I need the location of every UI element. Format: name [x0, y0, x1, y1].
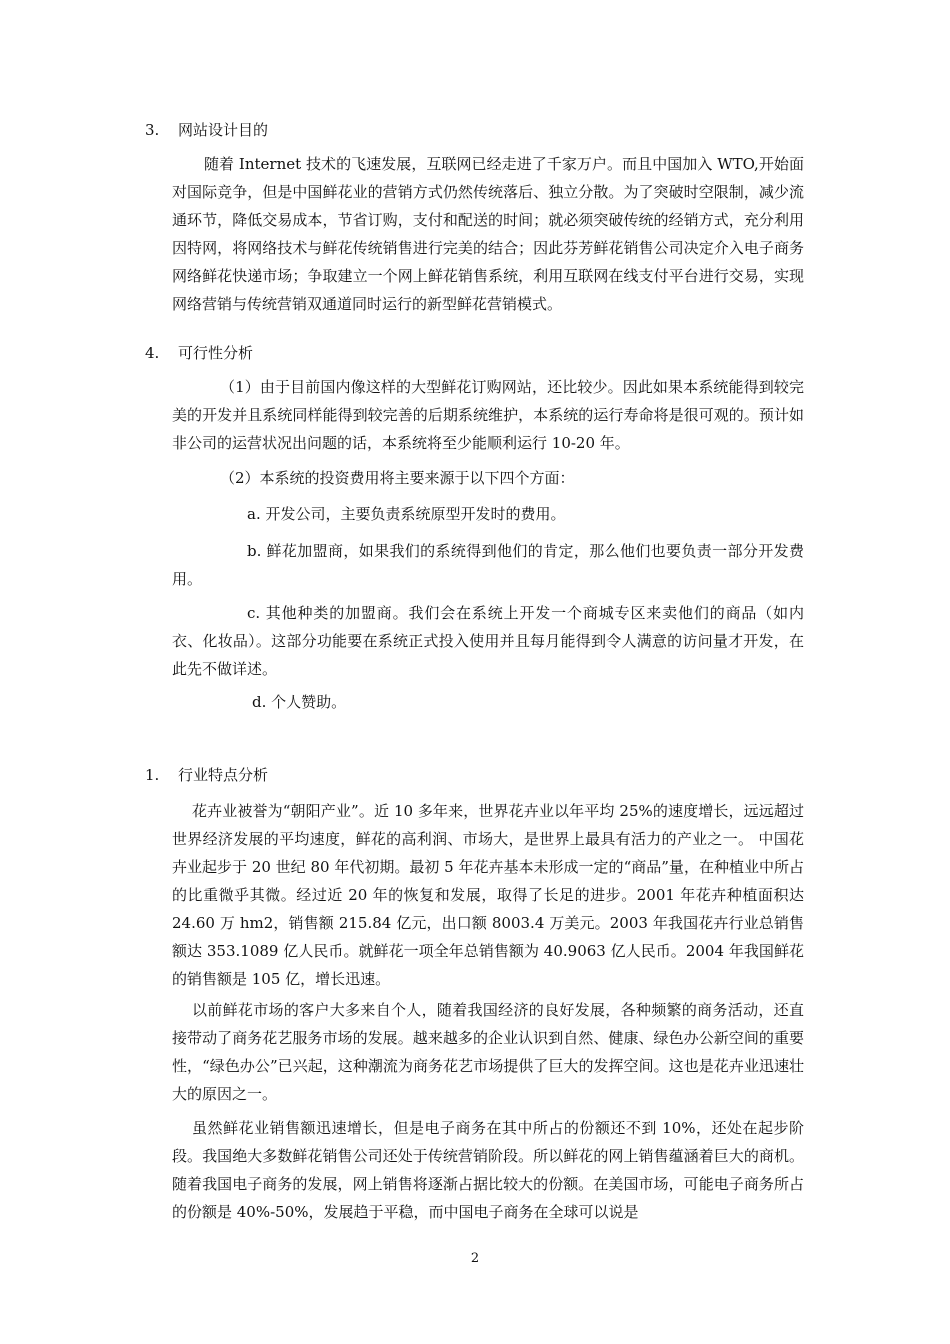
paragraph-industry-3: 虽然鲜花业销售额迅速增长，但是电子商务在其中所占的份额还不到 10%，还处在起步阶段。我国绝大多数鲜花销售公司还处于传统营销阶段。所以鲜花的网上销售蕴涵着巨大的商机。随着我国电子商务的发展，网上销售将逐渐占据比较大的份额。在美国市场，可能电子商务所占的份额是 40%-50%，发展趋于平稳，而中国电子商务在全球可以说是 — [172, 1119, 804, 1221]
paragraph-industry-2: 以前鲜花市场的客户大多来自个人，随着我国经济的良好发展，各种频繁的商务活动，还直接带动了商务花艺服务市场的发展。越来越多的企业认识到自然、健康、绿色办公新空间的重要性，“绿色办公”已兴起，这种潮流为商务花艺市场提供了巨大的发挥空间。这也是花卉业迅速壮大的原因之一。 — [172, 1001, 804, 1103]
chapter-heading-2 — [145, 724, 211, 748]
section-number: 4. — [145, 344, 160, 362]
section-heading-1 — [145, 765, 268, 785]
paragraph-website-goal: 随着 Internet 技术的飞速发展，互联网已经走进了千家万户。而且中国加入 WTO,开始面对国际竞争，但是中国鲜花业的营销方式仍然传统落后、独立分散。为了突破时空限制，减少流通环节，降低交易成本，节省订购，支付和配送的时间；就必须突破传统的经销方式，充分利用因特网，将网络技术与鲜花传统销售进行完美的结合；因此芬芳鲜花销售公司决定介入电子商务网络鲜花快递市场；争取建立一个网上鲜花销售系统，利用互联网在线支付平台进行交易，实现网络营销与传统营销双通道同时运行的新型鲜花营销模式。 — [172, 155, 804, 313]
paragraph-feasibility-1: （1）由于目前国内像这样的大型鲜花订购网站，还比较少。因此如果本系统能得到较完美的开发并且系统同样能得到较完善的后期系统维护，本系统的运行寿命将是很可观的。预计如非公司的运营状况出问题的话，本系统将至少能顺利运行 10-20 年。 — [172, 378, 804, 452]
page-number: 2 — [470, 1251, 480, 1266]
item-b: b. 鲜花加盟商，如果我们的系统得到他们的肯定，那么他们也要负责一部分开发费用。 — [172, 542, 804, 588]
item-c: c. 其他种类的加盟商。我们会在系统上开发一个商城专区来卖他们的商品（如内衣、化妆品）。这部分功能要在系统正式投入使用并且每月能得到令人满意的访问量才开发，在此先不做详述。 — [172, 604, 804, 678]
paragraph-industry-1: 花卉业被誉为“朝阳产业”。近 10 多年来，世界花卉业以年平均 25%的速度增长，远远超过世界经济发展的平均速度，鲜花的高利润、市场大，是世界上最具有活力的产业之一。 中国花卉业起步于 20 世纪 80 年代初期。最初 5 年花卉基本未形成一定的“商品”量，在种植业中所占的比重微乎其微。经过近 20 年的恢复和发展，取得了长足的进步。2001 年花卉种植面积达 24.60 万 hm2，销售额 215.84 亿元，出口额 8003.4 万美元。2003 年我国花卉行业总销售额达 353.1089 亿人民币。就鲜花一项全年总销售额为 40.9063 亿人民币。2004 年我国鲜花的销售额是 105 亿，增长迅速。 — [172, 802, 804, 988]
item-a: a. 开发公司，主要负责系统原型开发时的费用。 — [247, 505, 566, 523]
section-title: 网站设计目的 — [178, 121, 269, 139]
section-number: 3. — [145, 121, 160, 139]
section-number: 1. — [145, 766, 160, 784]
section-heading-3 — [145, 120, 268, 140]
section-title: 可行性分析 — [178, 344, 254, 362]
item-d: d. 个人赞助。 — [252, 693, 347, 711]
section-title: 行业特点分析 — [178, 766, 269, 784]
section-heading-4 — [145, 343, 253, 363]
paragraph-feasibility-2: （2）本系统的投资费用将主要来源于以下四个方面： — [220, 469, 575, 487]
